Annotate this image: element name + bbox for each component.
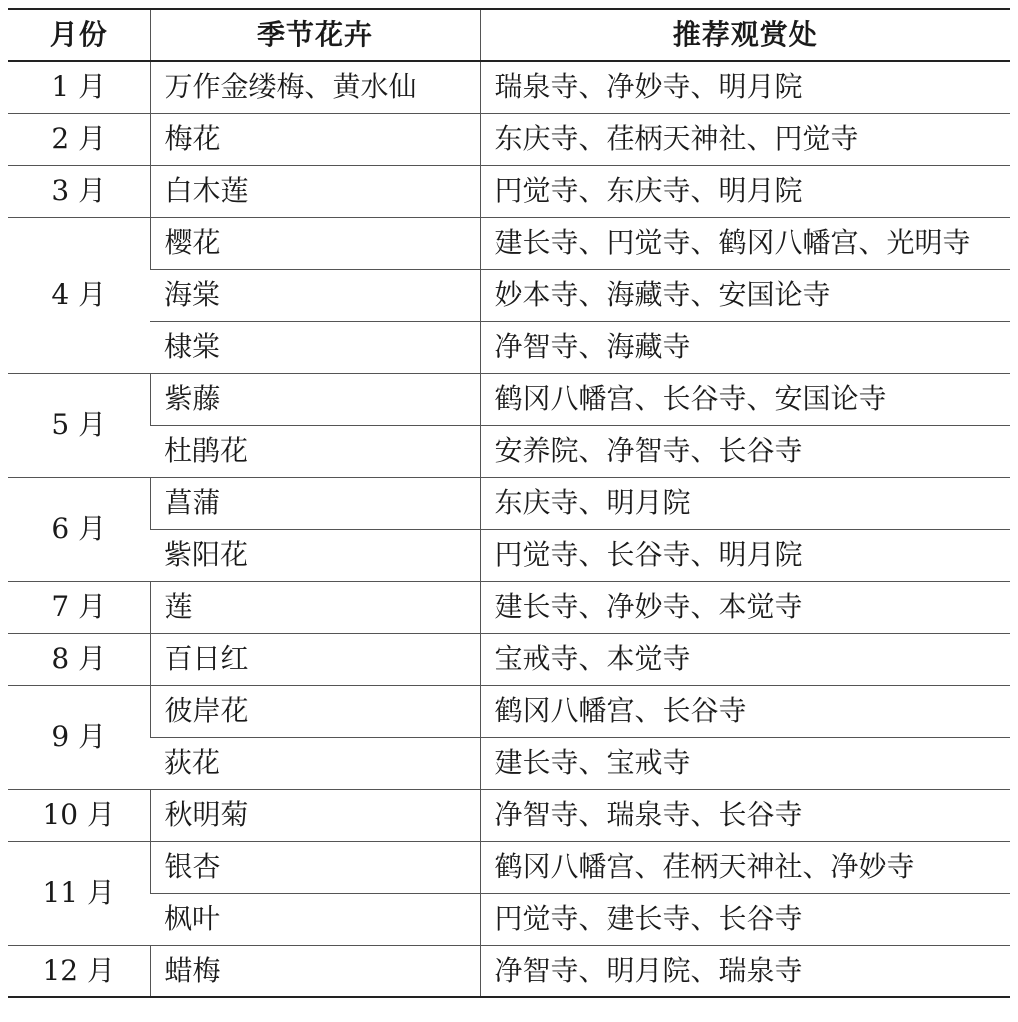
month-cell: 8 月 [8,633,150,685]
table-row [8,217,1010,269]
flower-cell: 银杏 [150,841,480,893]
flower-cell: 樱花 [150,217,480,269]
header-month: 月份 [8,9,150,61]
flower-cell: 梅花 [150,113,480,165]
place-cell: 建长寺、円觉寺、鹤冈八幡宫、光明寺 [480,217,1010,269]
table-row [8,841,1010,893]
place-cell: 円觉寺、东庆寺、明月院 [480,165,1010,217]
month-cell: 5 月 [8,373,150,477]
table-row [8,945,1010,997]
table-row [8,737,1010,789]
table-row [8,477,1010,529]
flower-cell: 秋明菊 [150,789,480,841]
month-cell: 9 月 [8,685,150,789]
flower-cell: 万作金缕梅、黄水仙 [150,61,480,113]
header-flower: 季节花卉 [150,9,480,61]
flower-cell: 蜡梅 [150,945,480,997]
month-cell: 10 月 [8,789,150,841]
flower-cell: 菖蒲 [150,477,480,529]
flower-cell: 杜鹃花 [150,425,480,477]
month-cell: 4 月 [8,217,150,373]
flower-calendar-table [8,8,1010,998]
table-header [8,9,1010,61]
table-row [8,61,1010,113]
place-cell: 净智寺、明月院、瑞泉寺 [480,945,1010,997]
table-row [8,425,1010,477]
flower-cell: 莲 [150,581,480,633]
header-place: 推荐观赏处 [480,9,1010,61]
flower-cell: 海棠 [150,269,480,321]
table-body [8,61,1010,997]
place-cell: 东庆寺、明月院 [480,477,1010,529]
table-row [8,789,1010,841]
place-cell: 宝戒寺、本觉寺 [480,633,1010,685]
place-cell: 鹤冈八幡宫、长谷寺、安国论寺 [480,373,1010,425]
table-row [8,373,1010,425]
header-row [8,9,1010,61]
flower-calendar-table-wrapper [8,8,1010,998]
month-cell: 11 月 [8,841,150,945]
table-row [8,113,1010,165]
place-cell: 安养院、净智寺、长谷寺 [480,425,1010,477]
month-cell: 3 月 [8,165,150,217]
table-row [8,529,1010,581]
month-cell: 6 月 [8,477,150,581]
table-row [8,685,1010,737]
place-cell: 鹤冈八幡宫、长谷寺 [480,685,1010,737]
month-cell: 2 月 [8,113,150,165]
flower-cell: 荻花 [150,737,480,789]
flower-cell: 紫阳花 [150,529,480,581]
place-cell: 净智寺、海藏寺 [480,321,1010,373]
flower-cell: 棣棠 [150,321,480,373]
place-cell: 建长寺、净妙寺、本觉寺 [480,581,1010,633]
month-cell: 1 月 [8,61,150,113]
place-cell: 净智寺、瑞泉寺、长谷寺 [480,789,1010,841]
month-cell: 12 月 [8,945,150,997]
place-cell: 鹤冈八幡宫、荏柄天神社、净妙寺 [480,841,1010,893]
flower-cell: 紫藤 [150,373,480,425]
table-row [8,581,1010,633]
table-row [8,633,1010,685]
place-cell: 妙本寺、海藏寺、安国论寺 [480,269,1010,321]
month-cell: 7 月 [8,581,150,633]
table-row [8,269,1010,321]
place-cell: 瑞泉寺、净妙寺、明月院 [480,61,1010,113]
table-row [8,321,1010,373]
place-cell: 建长寺、宝戒寺 [480,737,1010,789]
place-cell: 东庆寺、荏柄天神社、円觉寺 [480,113,1010,165]
place-cell: 円觉寺、长谷寺、明月院 [480,529,1010,581]
table-row [8,165,1010,217]
table-row [8,893,1010,945]
place-cell: 円觉寺、建长寺、长谷寺 [480,893,1010,945]
flower-cell: 白木莲 [150,165,480,217]
flower-cell: 彼岸花 [150,685,480,737]
flower-cell: 百日红 [150,633,480,685]
flower-cell: 枫叶 [150,893,480,945]
